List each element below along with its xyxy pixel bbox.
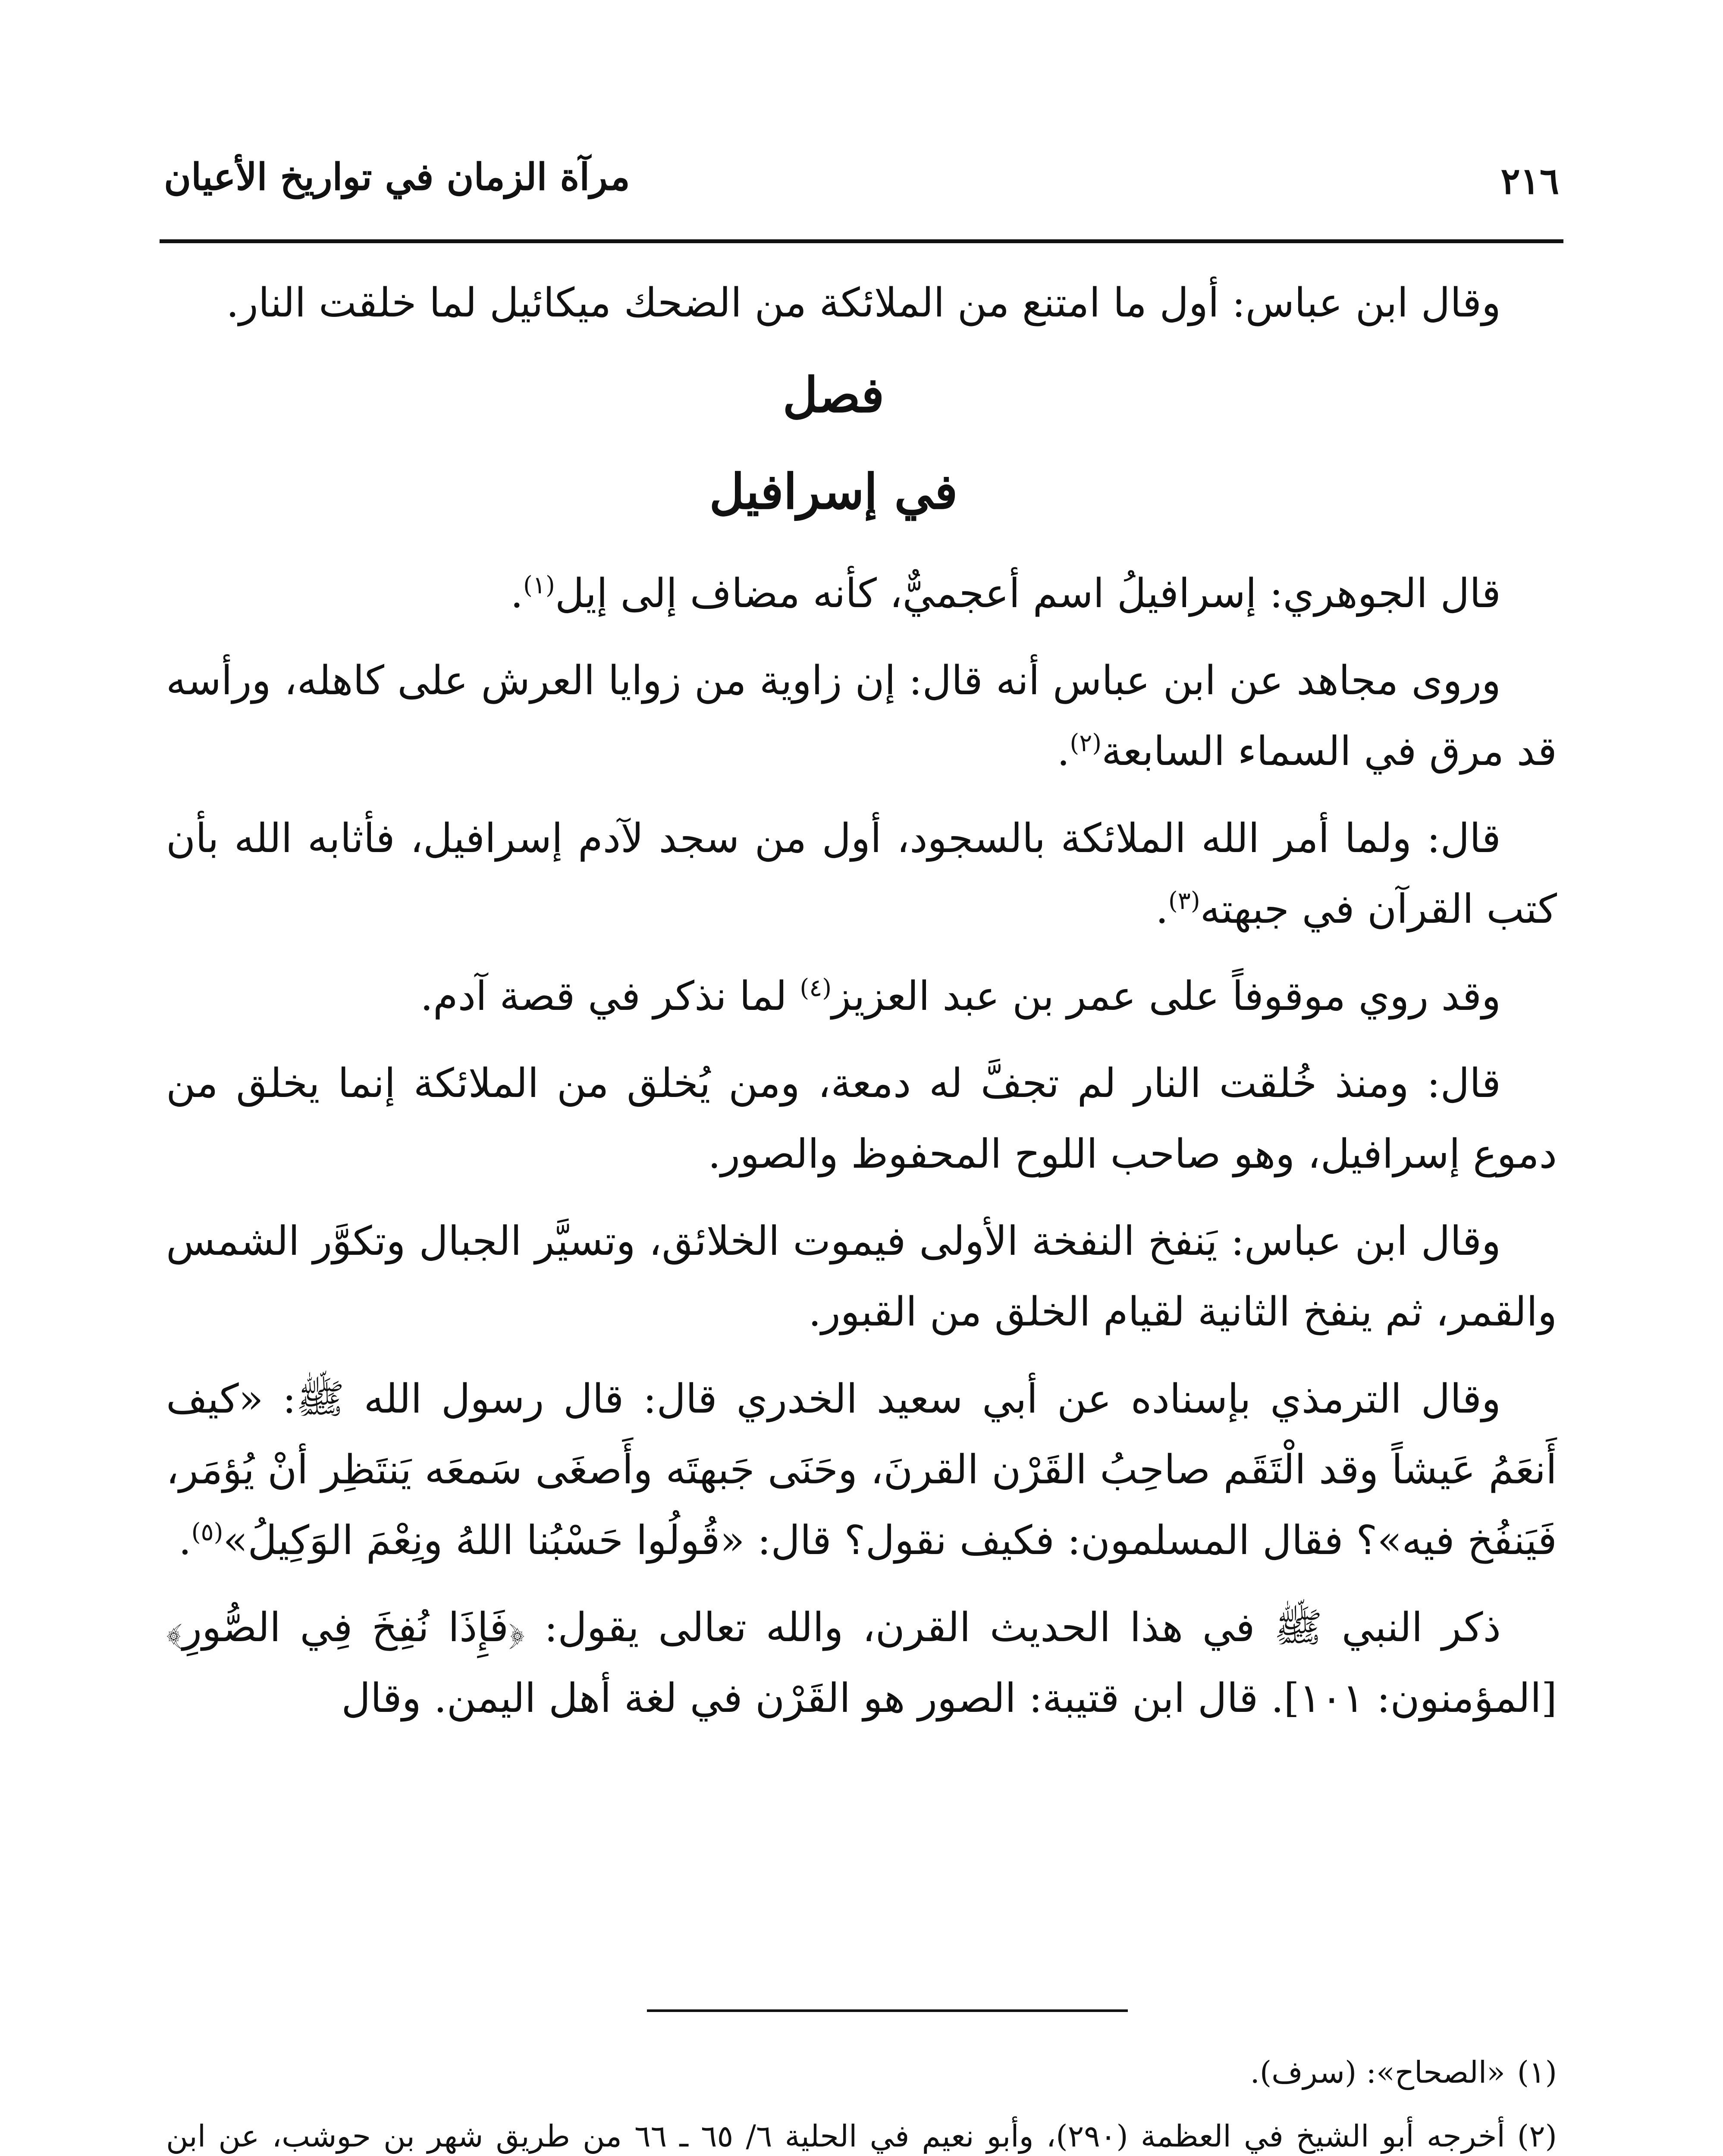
section-heading-line-2: في إسرافيل: [709, 464, 958, 520]
section-heading: [166, 355, 1557, 532]
footnote-2: (٢)أخرجه أبو الشيخ في العظمة (٢٩٠)، وأبو نعيم في الحلية ٦/ ٦٥ ـ ٦٦ من طريق شهر بن حوشب، عن ابن: [166, 2110, 1557, 2156]
footnote-ref[interactable]: (٢): [1070, 729, 1102, 757]
paragraph-9: ذكر النبي ﷺ في هذا الحديث القرن، والله تعالى يقول: ﴿فَإِذَا نُفِخَ فِي الصُّورِ﴾[المؤمنون: ١٠١]. قال ابن قتيبة: الصور هو القَرْن في لغة أهل اليمن. وقال: [166, 1604, 1557, 1721]
footnote-ref[interactable]: (١): [523, 571, 555, 599]
footnote-ref[interactable]: (٣): [1168, 887, 1200, 915]
book-title: مرآة الزمان في تواريخ الأعيان: [164, 155, 630, 199]
main-text: [166, 267, 1557, 1750]
footnote-marker: (٢): [1517, 2118, 1557, 2154]
paragraph-4: قال: ولما أمر الله الملائكة بالسجود، أول من سجد لآدم إسرافيل، فأثابه الله بأن كتب القرآن في جبهته$^{(٣)}$.: [166, 815, 1557, 932]
running-header: [164, 142, 1559, 229]
paragraph-5: وقد روي موقوفاً على عمر بن عبد العزيز$^{(٤)}$ لما نذكر في قصة آدم.: [420, 973, 1501, 1019]
paragraph-2: قال الجوهري: إسرافيلُ اسم أعجميٌّ، كأنه مضاف إلى إيل$^{(١)}$.: [510, 570, 1501, 617]
footnote-1: (١)«الصحاح»: (سرف).: [166, 2046, 1557, 2099]
footnotes: [166, 2046, 1557, 2156]
footnote-ref[interactable]: (٤): [800, 974, 832, 1002]
paragraph-8: وقال الترمذي بإسناده عن أبي سعيد الخدري قال: قال رسول الله ﷺ: «كيف أَنعَمُ عَيشاً وقد الْتَقَم صاحِبُ القَرْن القرنَ، وحَنَى جَبهتَه وأَصغَى سَمعَه يَنتَظِر أنْ يُؤمَر، فَيَنفُخ فيه»؟ فقال المسلمون: فكيف نقول؟ قال: «قُولُوا حَسْبُنا اللهُ ونِعْمَ الوَكِيلُ»$^{(٥)}$.: [166, 1376, 1557, 1564]
paragraph-7: وقال ابن عباس: يَنفخ النفخة الأولى فيموت الخلائق، وتسيَّر الجبال وتكوَّر الشمس والقمر، ثم ينفخ الثانية لقيام الخلق من القبور.: [166, 1218, 1557, 1335]
section-heading-line-1: فصل: [782, 367, 885, 423]
paragraph-6: قال: ومنذ خُلقت النار لم تجفَّ له دمعة، ومن يُخلق من الملائكة إنما يخلق من دموع إسرافيل، وهو صاحب اللوح المحفوظ والصور.: [166, 1060, 1557, 1177]
page-number: ٢١٦: [1500, 160, 1559, 202]
paragraph-3: وروى مجاهد عن ابن عباس أنه قال: إن زاوية من زوايا العرش على كاهله، ورأسه قد مرق في السماء السابعة$^{(٢)}$.: [166, 657, 1557, 774]
footnote-rule: [647, 2009, 1128, 2012]
paragraph-1: وقال ابن عباس: أول ما امتنع من الملائكة من الضحك ميكائيل لما خلقت النار.: [226, 279, 1501, 326]
footnote-marker: (١): [1517, 2055, 1557, 2090]
footnote-ref[interactable]: (٥): [191, 1518, 223, 1546]
header-rule: [160, 239, 1563, 243]
